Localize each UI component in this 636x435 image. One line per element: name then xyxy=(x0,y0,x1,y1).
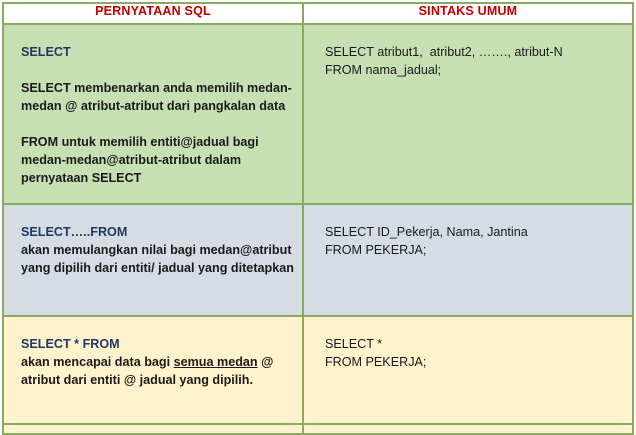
empty-cell xyxy=(303,424,633,434)
syntax-line: FROM nama_jadual; xyxy=(324,63,442,77)
statement-keyword: SELECT * FROM xyxy=(21,337,120,351)
syntax-line: SELECT * xyxy=(324,337,383,351)
header-general-syntax: SINTAKS UMUM xyxy=(303,3,633,24)
description-text: akan mencapai data bagi xyxy=(21,355,174,369)
statement-description: akan memulangkan nilai bagi medan@atribut yang dipilih dari entiti/ jadual yang ditetapkan xyxy=(21,243,294,275)
syntax-line: FROM PEKERJA; xyxy=(324,355,427,369)
statement-description: SELECT membenarkan anda memilih medan-medan @ atribut-atribut dari pangkalan data xyxy=(21,81,292,113)
table-row xyxy=(3,24,633,204)
statement-cell xyxy=(3,24,303,204)
statement-description: FROM untuk memilih entiti@jadual bagi medan-medan@atribut-atribut dalam pernyataan SELECT xyxy=(21,135,259,185)
syntax-line: FROM PEKERJA; xyxy=(324,243,427,257)
header-sql-statement: PERNYATAAN SQL xyxy=(3,3,303,24)
statement-keyword: SELECT…..FROM xyxy=(21,225,128,239)
syntax-line: SELECT ID_Pekerja, Nama, Jantina xyxy=(324,225,528,239)
statement-keyword: SELECT xyxy=(21,45,71,59)
spacer xyxy=(21,115,296,133)
table-header-row xyxy=(3,3,633,24)
statement-description xyxy=(21,353,296,389)
underlined-text: semua medan xyxy=(173,355,258,369)
table-row xyxy=(3,204,633,316)
syntax-cell xyxy=(303,204,633,316)
table-row-partial xyxy=(3,424,633,434)
syntax-line: SELECT atribut1, atribut2, ……., atribut-N xyxy=(324,45,563,59)
empty-cell xyxy=(3,424,303,434)
syntax-cell xyxy=(303,24,633,204)
sql-statement-table xyxy=(2,2,634,435)
description-text: @ atribut dari entiti @ jadual yang dipilih. xyxy=(21,355,274,387)
statement-cell xyxy=(3,204,303,316)
spacer xyxy=(21,61,296,79)
